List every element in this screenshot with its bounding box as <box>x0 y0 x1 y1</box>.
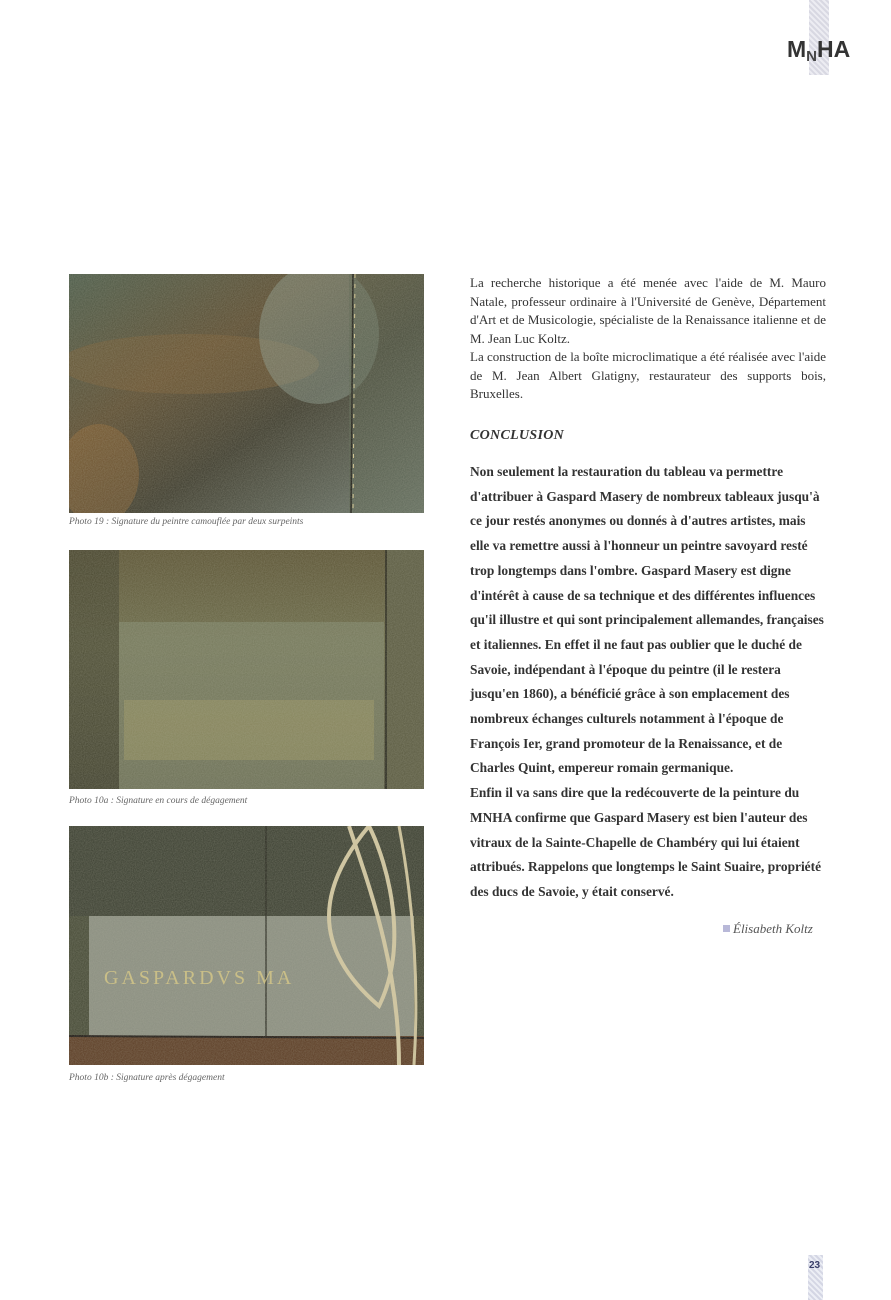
acknowledgements <box>470 274 826 404</box>
conclusion-heading: CONCLUSION <box>470 428 565 443</box>
photo-10b-caption: Photo 10b : Signature après dégagement <box>69 1073 225 1083</box>
logo-letter: N <box>806 48 818 65</box>
mnha-logo <box>787 36 850 63</box>
logo-letter: HA <box>817 36 851 62</box>
logo-letter: M <box>787 36 807 62</box>
author-signature <box>723 921 813 937</box>
acknowledgement-paragraph: La construction de la boîte microclimatique a été réalisée avec l'aide de M. Jean Albert Glatigny, restaurateur des supports bois, Bruxelles. <box>470 349 826 401</box>
acknowledgement-paragraph: La recherche historique a été menée avec l'aide de M. Mauro Natale, professeur ordinaire à l'Université de Genève, Département d'Art et de Musicologie, spécialiste de la Renaissance italienne et de M. Jean Luc Koltz. <box>470 275 826 346</box>
conclusion-body <box>470 460 826 905</box>
conclusion-paragraph: Enfin il va sans dire que la redécouverte de la peinture du MNHA confirme que Gaspard Masery est bien l'auteur des vitraux de la Sainte-Chapelle de Chambéry qui lui étaient attribués. Rappelons que longtemps le Saint Suaire, propriété des ducs de Savoie, y était conservé. <box>470 785 822 899</box>
photo-10b-image <box>69 826 424 1065</box>
photo-19-caption: Photo 19 : Signature du peintre camouflée par deux surpeints <box>69 517 304 527</box>
photo-19-image <box>69 274 424 513</box>
photo-10a-image <box>69 550 424 789</box>
page-number: 23 <box>809 1260 821 1271</box>
author-name: Élisabeth Koltz <box>733 921 813 936</box>
conclusion-paragraph: Non seulement la restauration du tableau va permettre d'attribuer à Gaspard Masery de nombreux tableaux jusqu'à ce jour restés anonymes ou donnés à d'autres artistes, mais elle va remettre aussi à l'honneur un peintre savoyard resté trop longtemps dans l'ombre. Gaspard Masery est digne d'intérêt à cause de sa technique et des différentes influences qu'il illustre et qui sont principalement allemandes, françaises et italiennes. En effet il ne faut pas oublier que le duché de Savoie, indépendant à l'époque du peintre (il le restera jusqu'en 1860), a bénéficié grâce à son emplacement des nombreux échanges culturels notamment à l'époque de François Ier, grand promoteur de la Renaissance, et de Charles Quint, empereur romain germanique. <box>470 464 824 776</box>
photo-10a-caption: Photo 10a : Signature en cours de dégagement <box>69 796 248 806</box>
bullet-square-icon <box>723 925 730 932</box>
